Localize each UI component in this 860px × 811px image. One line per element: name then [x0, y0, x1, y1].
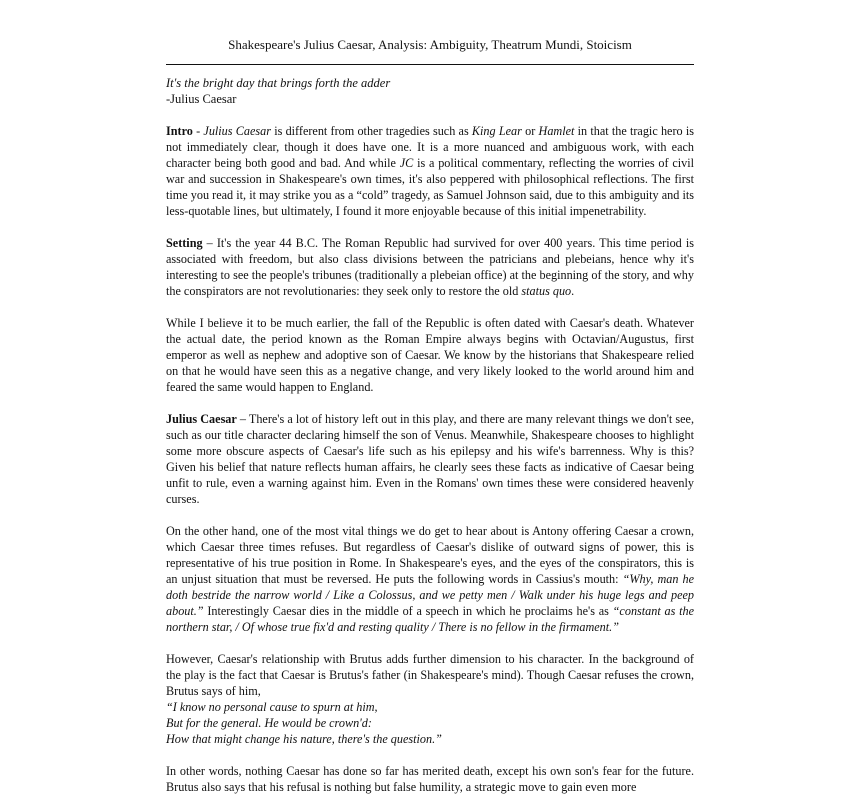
- intro-text-3: in that the tragic hero is not immediately clear, though it does have one. It is a more nuanced and ambiguous work, with each character being both good and bad. And while: [166, 124, 694, 170]
- setting-sep: –: [202, 236, 217, 250]
- crown-text-2: Interestingly Caesar dies in the middle of a speech in which he proclaims he's as: [203, 604, 613, 618]
- title-divider: [166, 64, 694, 65]
- intro-sep: -: [192, 124, 204, 138]
- brutus-quote-line: “I know no personal cause to spurn at him,: [166, 700, 378, 714]
- brutus-paragraph: However, Caesar's relationship with Brutus adds further dimension to his character. In the background of the play is the fact that Caesar is Brutus's father (in Shakespeare's mind). Though Caesar refuses the crown, Brutus says of him,: [166, 652, 694, 698]
- caesar-sep: –: [236, 412, 249, 426]
- intro-title-jc-abbr: JC: [399, 156, 414, 170]
- crown-text-1: On the other hand, one of the most vital things we do get to hear about is Antony offering Caesar a crown, which Caesar three times refuses. But regardless of Caesar's dislike of outward signs of power, this is representative of his true position in Rome. In Shakespeare's eyes, and the eyes of the conspirators, this is an unjust situation that must be reversed. He puts the following words in Cassius's mouth:: [166, 524, 694, 586]
- caesar-label: Julius Caesar: [166, 412, 237, 426]
- crown-paragraph: [166, 523, 694, 635]
- intro-text-1: is different from other tragedies such as: [270, 124, 472, 138]
- brutus-quote-line: But for the general. He would be crown'd:: [166, 716, 372, 730]
- page-title: Shakespeare's Julius Caesar, Analysis: Ambiguity, Theatrum Mundi, Stoicism: [228, 37, 632, 52]
- intro-text-2: or: [521, 124, 539, 138]
- brutus-quote: [166, 699, 694, 747]
- crown-quote-cassius: “Why, man he doth bestride the narrow world / Like a Colossus, and we petty men / Walk under his huge legs and peep about.”: [166, 572, 694, 618]
- republic-paragraph: While I believe it to be much earlier, the fall of the Republic is often dated with Caesar's death. Whatever the actual date, the period known as the Roman Empire always begins with Octavian/Augustus, first emperor as well as nephew and adoptive son of Caesar. We know by the historians that Shakespeare relied on that he would have seen this as a negative change, and very likely looked to the world around him and feared the same would happen to England.: [166, 316, 694, 394]
- epigraph-attribution: -Julius Caesar: [166, 92, 237, 106]
- setting-label: Setting: [166, 236, 203, 250]
- caesar-paragraph: [166, 411, 694, 507]
- intro-text-4: is a political commentary, reflecting the worries of civil war and succession in Shakespeare's own times, it's also peppered with philosophical reflections. The first time you read it, it may strike you as a “cold” tragedy, as Samuel Johnson said, due to this ambiguity and its less-quotable lines, but ultimately, I found it more enjoyable because of this initial impenetrability.: [166, 156, 694, 218]
- intro-paragraph: [166, 123, 694, 219]
- epigraph: [166, 75, 694, 107]
- brutus-quote-line: How that might change his nature, there's the question.”: [166, 732, 442, 746]
- setting-status-quo: status quo: [521, 284, 572, 298]
- setting-text-1: It's the year 44 B.C. The Roman Republic had survived for over 400 years. This time period is associated with freedom, but also class divisions between the patricians and plebeians, hence why it's interesting to see the people's tribunes (traditionally a plebeian office) at the beginning of the story, and why the conspirators are not revolutionaries: they seek only to restore the old: [166, 236, 694, 298]
- closing-paragraph: In other words, nothing Caesar has done so far has merited death, except his own son's fear for the future. Brutus also says that his refusal is nothing but false humility, a strategic move to gain even more: [166, 764, 694, 794]
- intro-title-hamlet: Hamlet: [538, 124, 575, 138]
- epigraph-line: It's the bright day that brings forth the adder: [166, 76, 391, 90]
- article: [166, 30, 694, 811]
- intro-label: Intro: [166, 124, 193, 138]
- intro-title-jc: Julius Caesar: [203, 124, 271, 138]
- caesar-text: There's a lot of history left out in this play, and there are many relevant things we don't see, such as our title character declaring himself the son of Venus. Meanwhile, Shakespeare chooses to highlight some more obscure aspects of Caesar's life such as his epilepsy and his wife's barrenness. Why is this? Given his belief that nature reflects human affairs, he clearly sees these facts as indicative of Caesar being unfit to rule, even a warning against him. Even in the Romans' own times these were considered heavenly curses.: [166, 412, 694, 506]
- setting-paragraph: [166, 235, 694, 299]
- setting-text-2: .: [571, 284, 575, 298]
- crown-quote-northern-star: “constant as the northern star, / Of whose true fix'd and resting quality / There is no fellow in the firmament.”: [166, 604, 694, 634]
- intro-title-lear: King Lear: [471, 124, 522, 138]
